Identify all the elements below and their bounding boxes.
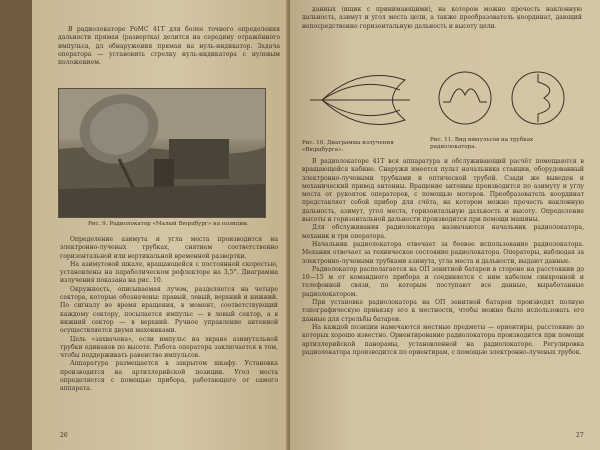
right-body-text: В радиолокаторе 41Т вся аппаратура и обслуживающий расчёт помещаются в вращающейся кабине. Снаружи имеется пульт начальника станции, оборудованный электронно-лучевыми трубками и оптической трубой. Сзади же выведен и механический привод антенны. Вращение антенны производится по азимуту и углу места от рукояток операторов, с помощью моторов. Преобразователь координат представляет собой прибор для счёта, на котором можно прочесть наклонную дальность, азимут, угол места, горизонтальную дальность и высоту. Определение высоты и горизонтальной дальности производится при помощи машины. Для обслуживания радиолокатора назначаются начальник радиолокатора, механик и три оператора. Начальник радиолокатора отвечает за боевое использование радиолокатора. Механик отвечает за техническое состояние радиолокатора. Операторы, наблюдая за электронно-лучевыми трубками азимута, угла места и дальности, выдают данные. Радиолокатор располагается на ОП зенитной батареи в стороне на расстоянии до 10—15 м от командного прибора и соединяется с ним кабелем синхронной и телефонной связи, по которым поступают все данные, выработанные радиолокатором. При установке радиолокатора на ОП зенитной батареи производят полную топографическую привязку его к местности, чтобы можно было использовать его данные для стрельбы батареи. На каждой позиции намечаются местные предметы — ориентиры, расстояние до которых хорошо известно. Ориентирование радиолокатора производится при помощи артиллерийской панорамы, установленной на радиолокаторе. Регулировка радиолокатора производится по ориентирам, с помощью электронно-лучевых трубок. (302, 158, 584, 356)
pulse-diagram-2 (512, 72, 564, 124)
pulse-diagram-1 (439, 72, 491, 124)
book-edge (0, 0, 34, 450)
left-page-number: 26 (60, 432, 68, 439)
figure-11-caption: Рис. 11. Вид импульсов на трубках радиолокатора. (430, 137, 534, 151)
radar-photo-image (59, 89, 265, 217)
radiation-pattern-diagram (310, 76, 410, 125)
right-intro-text: данных (ищик с принимающими), на котором можно прочесть наклонную дальность, азимут и угол места цели, а также преобразователь координат, дающий непосредственно горизонтальную дальность и высоту цели. (302, 6, 582, 30)
radiation-diagrams (300, 60, 590, 140)
left-intro-text: В радиолокаторе РоМС 41Т для более точного определения дальности прямая (развертка) делится на середину отражённого импульса, дл обнаружения прямая на нуль-индикатор. Задача оператора — установить стрелку нуль-индикатора с нулевым положением. (58, 26, 280, 67)
left-body-text: Определение азимута и угла места производится на электронно-лучевых трубках, снятием соответственно горизонтальной или вертикальной временной развертки. На азимутовой шкале, вращающейся с постоянной скоростью, установлены на параболическом рефлекторе на 3,5°. Диаграмма излучения показана на рис. 10. Окружность, описываемая лучом, разделяется на четыре сектора, которые обозначены: правый, левый, верхний и нижний. По сигналу во время вращения, в момент, соответствующий каждому сектору, посылается импульс — в левый сектор, а в нижний сектор — в верхний. Ручное управление антенной осуществляется двумя маховиками. Цель «захвачена», если импульс на экране азимутальной трубки одинаков по высоте. Работа оператора заключается в том, чтобы поддерживать равенство импульсов. Аппаратура размещается в закрытом шкафу. Установка производится на артиллерийской позиции. Угол места определяется с помощью прибора, работающего от самого аппарата. (60, 236, 278, 393)
radar-photo (58, 88, 266, 218)
right-page-number: 27 (576, 432, 584, 439)
figure-10-caption: Рис. 10. Диаграмма излучения «Вюрцбурга». (302, 140, 394, 154)
left-figure-caption: Рис. 9. Радиолокатор «Малый Вюрцбург» на позиции. (88, 221, 249, 227)
